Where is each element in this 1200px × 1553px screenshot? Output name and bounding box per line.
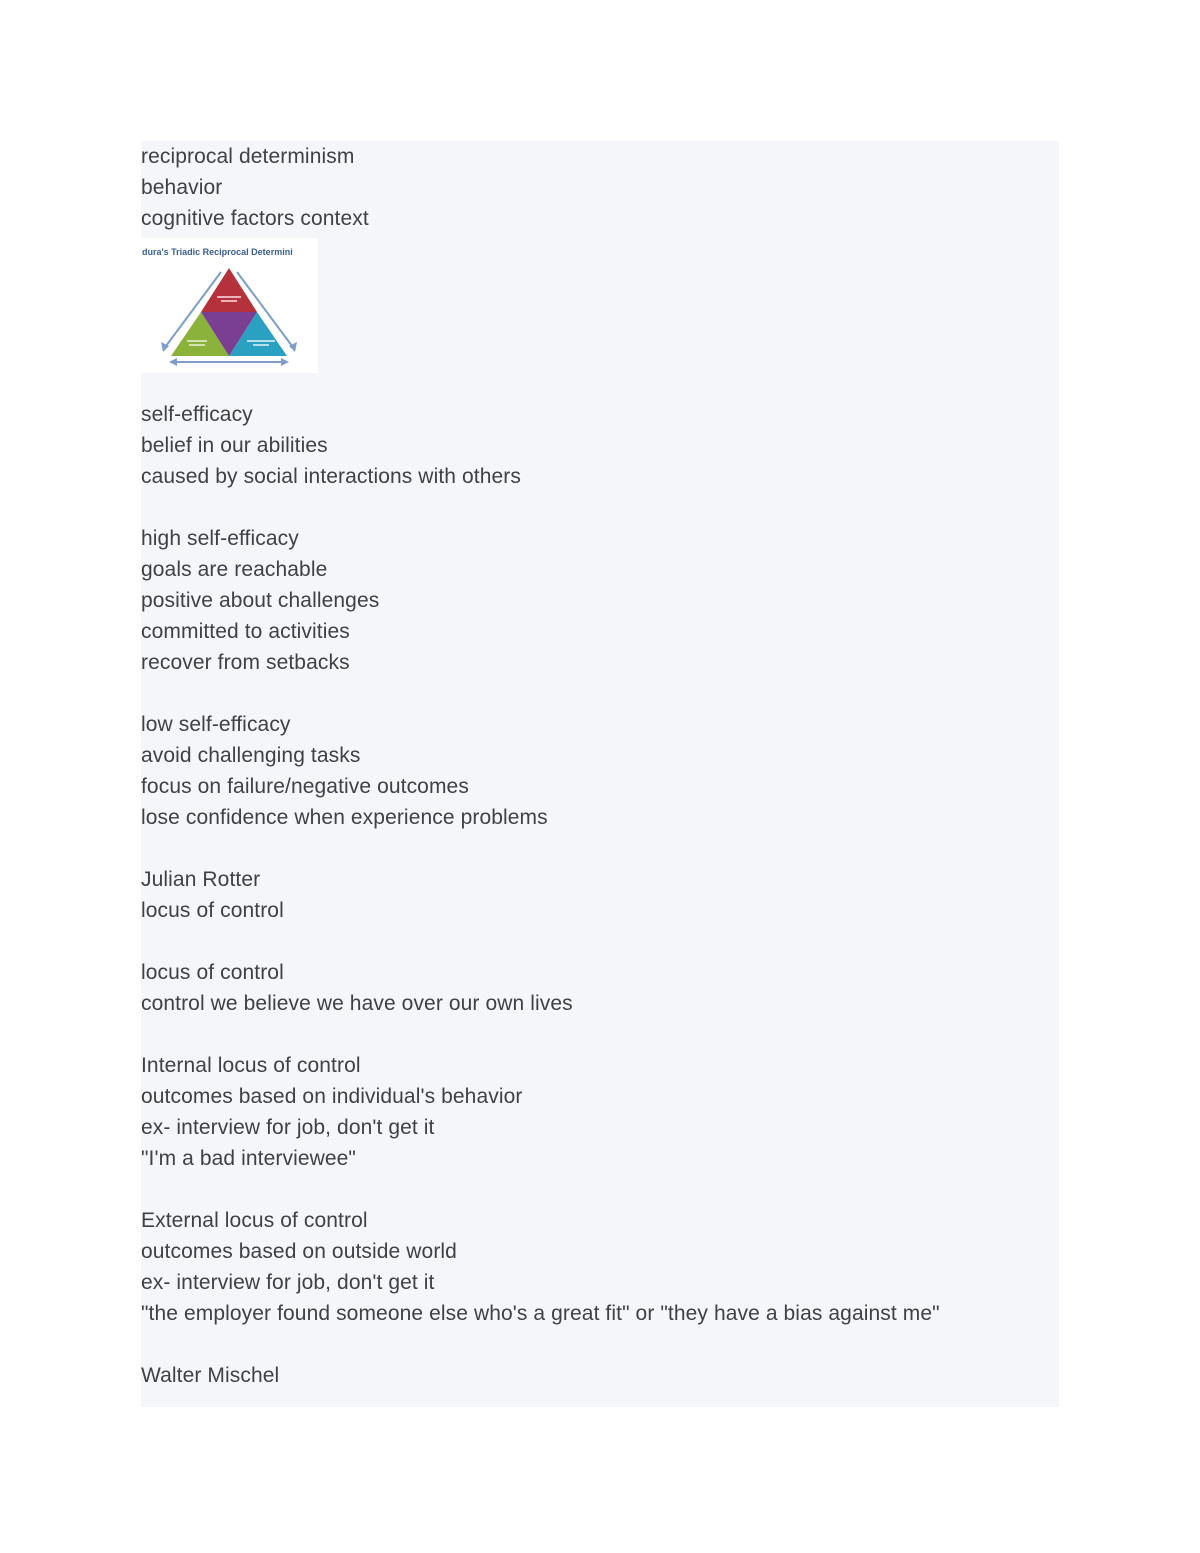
document-page — [141, 141, 1059, 1407]
text-line: behavior — [141, 176, 223, 199]
blank-line — [141, 926, 1059, 957]
text-line: Julian Rotter — [141, 868, 261, 891]
blank-line — [141, 1329, 1059, 1360]
text-line: lose confidence when experience problems — [141, 806, 548, 829]
text-line: committed to activities — [141, 620, 350, 643]
text-line: high self-efficacy — [141, 527, 299, 550]
section-self-efficacy — [141, 399, 1059, 523]
text-line: belief in our abilities — [141, 434, 328, 457]
text-line: goals are reachable — [141, 558, 328, 581]
blank-line — [141, 833, 1059, 864]
text-line: cognitive factors context — [141, 207, 369, 230]
text-line: "I'm a bad interviewee" — [141, 1147, 356, 1170]
text-line: ex- interview for job, don't get it — [141, 1271, 435, 1294]
section-low-self-efficacy — [141, 709, 1059, 864]
text-line: External locus of control — [141, 1209, 368, 1232]
text-line: avoid challenging tasks — [141, 744, 361, 767]
blank-line — [141, 1019, 1059, 1050]
text-line: self-efficacy — [141, 403, 253, 426]
text-line: positive about challenges — [141, 589, 380, 612]
section-high-self-efficacy — [141, 523, 1059, 709]
text-line: locus of control — [141, 961, 284, 984]
section-reciprocal-determinism — [141, 141, 1059, 234]
diagram-caption: dura's Triadic Reciprocal Determini — [142, 247, 293, 257]
section-locus-of-control — [141, 957, 1059, 1050]
text-line: low self-efficacy — [141, 713, 291, 736]
text-line: locus of control — [141, 899, 284, 922]
triadic-triangle-diagram-icon — [141, 238, 318, 373]
text-line: outcomes based on individual's behavior — [141, 1085, 523, 1108]
section-walter-mischel — [141, 1360, 1059, 1391]
text-line: ex- interview for job, don't get it — [141, 1116, 435, 1139]
text-line: focus on failure/negative outcomes — [141, 775, 469, 798]
text-line: control we believe we have over our own lives — [141, 992, 573, 1015]
blank-line — [141, 492, 1059, 523]
text-line: recover from setbacks — [141, 651, 350, 674]
blank-line — [141, 678, 1059, 709]
text-line: outcomes based on outside world — [141, 1240, 457, 1263]
text-line: Walter Mischel — [141, 1364, 280, 1387]
text-line: Internal locus of control — [141, 1054, 361, 1077]
text-line: "the employer found someone else who's a great fit" or "they have a bias against me" — [141, 1302, 940, 1325]
triadic-reciprocal-determinism-image — [141, 238, 318, 373]
section-external-locus — [141, 1205, 1059, 1360]
text-line: reciprocal determinism — [141, 145, 355, 168]
blank-line — [141, 1174, 1059, 1205]
text-line: caused by social interactions with others — [141, 465, 521, 488]
section-internal-locus — [141, 1050, 1059, 1205]
section-julian-rotter — [141, 864, 1059, 957]
